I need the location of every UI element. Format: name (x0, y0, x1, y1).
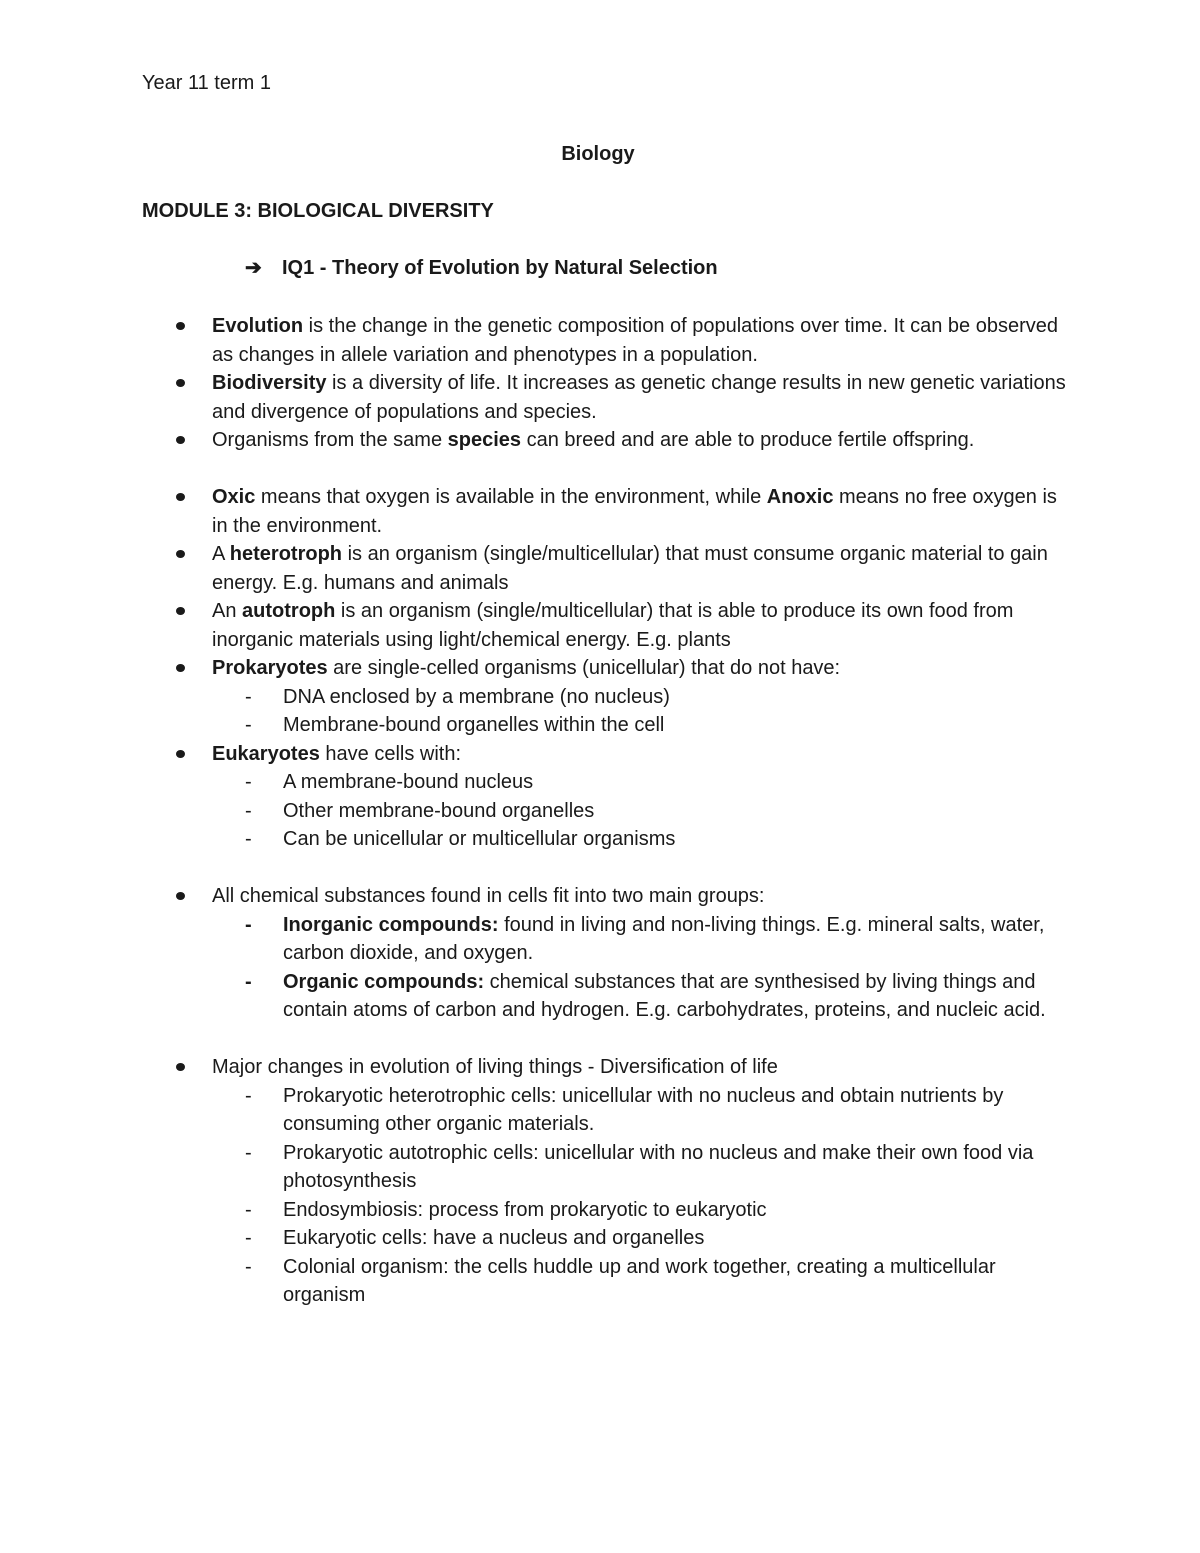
item-text: A (212, 543, 230, 565)
item-text: An (212, 600, 243, 622)
dash-icon: - (245, 1084, 252, 1107)
module-heading: MODULE 3: BIOLOGICAL DIVERSITY (142, 200, 494, 222)
bullet-icon (176, 550, 185, 558)
list-item-autotroph (0, 597, 1200, 654)
inquiry-question-text: IQ1 - Theory of Evolution by Natural Selection (282, 257, 718, 279)
sub-item-text: A membrane-bound nucleus (283, 771, 534, 793)
item-text: are single-celled organisms (unicellular) that do not have: (327, 657, 841, 679)
sub-item (0, 1224, 1200, 1253)
list-item-species (0, 426, 1200, 455)
term: Evolution (212, 315, 304, 337)
list-item-chemical-substances (0, 882, 1200, 911)
sub-item-text: Prokaryotic heterotrophic cells: unicellular with no nucleus and obtain nutrients by consuming other organic materials. (283, 1084, 1004, 1135)
dash-icon: - (245, 714, 252, 736)
term: species (447, 429, 522, 451)
sub-item-text: found in living and non-living things. E.g. mineral salts, water, carbon dioxide, and oxygen. (283, 913, 1045, 964)
bullet-icon (176, 1063, 185, 1071)
sub-item (0, 825, 1200, 854)
item-text: is an organism (single/multicellular) that is able to produce its own food from inorganic materials using light/chemical energy. E.g. plants (212, 600, 1014, 651)
sub-item (0, 1082, 1200, 1139)
sub-item-text: chemical substances that are synthesised by living things and contain atoms of carbon and hydrogen. E.g. carbohydrates, proteins, and nucleic acid. (283, 970, 1046, 1021)
list-item-heterotroph (0, 540, 1200, 597)
inquiry-question-heading (245, 254, 718, 283)
term: Anoxic (766, 486, 834, 508)
sub-item (0, 911, 1200, 968)
notes-list (0, 312, 1200, 1310)
bullet-icon (176, 436, 185, 444)
spacer (0, 854, 1200, 883)
dash-icon: - (245, 1198, 252, 1221)
page-header: Year 11 term 1 (142, 72, 271, 94)
sub-item (0, 683, 1200, 712)
term: autotroph (242, 600, 336, 622)
list-item-prokaryotes (0, 654, 1200, 683)
term: Oxic (212, 486, 256, 508)
term: Eukaryotes (212, 742, 320, 765)
sub-item (0, 768, 1200, 797)
spacer (0, 1025, 1200, 1054)
dash-icon: - (245, 1227, 252, 1249)
item-text: means that oxygen is available in the environment, while (255, 486, 767, 508)
bullet-icon (176, 493, 185, 501)
spacer (0, 455, 1200, 484)
item-text: Organisms from the same (212, 429, 448, 451)
bullet-icon (176, 664, 185, 672)
item-text: means no free oxygen is in the environment. (212, 486, 1057, 537)
bullet-icon (176, 379, 185, 387)
bullet-icon (176, 892, 185, 900)
dash-icon: - (245, 970, 252, 993)
list-item-major-changes (0, 1053, 1200, 1082)
item-text: have cells with: (319, 742, 462, 765)
sub-item (0, 711, 1200, 740)
dash-icon: - (245, 828, 252, 850)
sub-item-text: Can be unicellular or multicellular organisms (283, 828, 676, 850)
bullet-icon (176, 750, 185, 758)
dash-icon: - (245, 1141, 252, 1164)
dash-icon: - (245, 771, 252, 793)
term: Biodiversity (212, 372, 327, 394)
dash-icon: - (245, 685, 252, 708)
list-item-eukaryotes (0, 740, 1200, 769)
list-item-evolution (0, 312, 1200, 369)
list-item-biodiversity (0, 369, 1200, 426)
item-text: Major changes in evolution of living things - Diversification of life (212, 1056, 778, 1078)
sub-item-text: Prokaryotic autotrophic cells: unicellular with no nucleus and make their own food via photosynthesis (283, 1141, 1034, 1192)
term: heterotroph (229, 543, 343, 565)
term: Prokaryotes (212, 657, 328, 679)
item-text: is a diversity of life. It increases as genetic change results in new genetic variations and divergence of populations and species. (212, 372, 1066, 423)
sub-item-text: DNA enclosed by a membrane (no nucleus) (283, 685, 670, 708)
sub-item (0, 797, 1200, 826)
sub-item (0, 968, 1200, 1025)
list-item-oxic (0, 483, 1200, 540)
term: Inorganic compounds: (283, 913, 499, 936)
bullet-icon (176, 322, 185, 330)
item-text: is the change in the genetic composition of populations over time. It can be observed as changes in allele variation and phenotypes in a population. (212, 315, 1059, 366)
sub-item (0, 1253, 1200, 1310)
item-text: can breed and are able to produce fertile offspring. (521, 429, 975, 451)
term: Organic compounds: (283, 970, 485, 993)
sub-item-text: Membrane-bound organelles within the cell (283, 714, 665, 736)
sub-item-text: Endosymbiosis: process from prokaryotic to eukaryotic (283, 1198, 767, 1221)
dash-icon: - (245, 799, 252, 822)
dash-icon: - (245, 913, 252, 936)
document-title: Biology (561, 143, 635, 165)
sub-item (0, 1196, 1200, 1225)
sub-item-text: Eukaryotic cells: have a nucleus and organelles (283, 1227, 705, 1249)
arrow-icon: ➔ (245, 257, 262, 279)
dash-icon: - (245, 1255, 252, 1278)
item-text: All chemical substances found in cells fit into two main groups: (212, 885, 765, 907)
sub-item (0, 1139, 1200, 1196)
sub-item-text: Other membrane-bound organelles (283, 799, 595, 822)
item-text: is an organism (single/multicellular) that must consume organic material to gain energy. E.g. humans and animals (212, 543, 1048, 594)
sub-item-text: Colonial organism: the cells huddle up and work together, creating a multicellular organism (283, 1255, 996, 1306)
bullet-icon (176, 607, 185, 615)
